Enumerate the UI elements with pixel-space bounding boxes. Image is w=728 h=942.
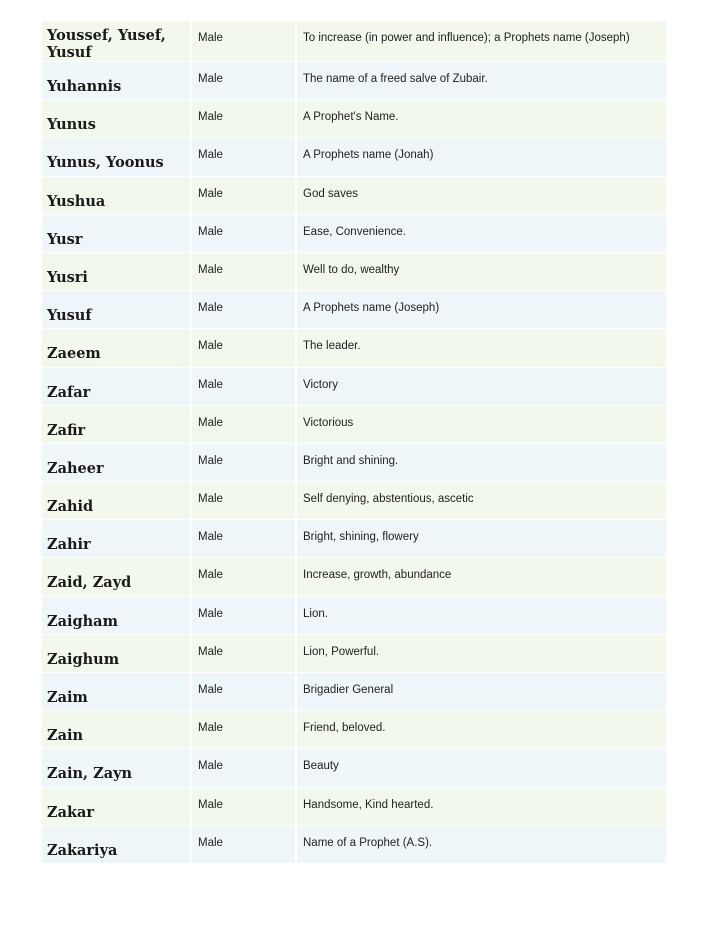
- meaning-cell: Increase, growth, abundance: [296, 558, 667, 596]
- table-row: [42, 21, 667, 62]
- name-cell: Zain: [42, 711, 191, 749]
- table-row: [42, 62, 667, 100]
- name-cell: Yuhannis: [42, 62, 191, 100]
- table-row: [42, 405, 667, 443]
- name-cell: Zaighum: [42, 634, 191, 672]
- meaning-cell: Well to do, wealthy: [296, 252, 667, 290]
- name-cell: Zaheer: [42, 443, 191, 481]
- name-cell: Yunus: [42, 100, 191, 138]
- table-row: [42, 711, 667, 749]
- name-cell: Zain, Zayn: [42, 749, 191, 787]
- gender-cell: Male: [191, 520, 296, 558]
- name-cell: Zaigham: [42, 596, 191, 634]
- name-cell: Zahid: [42, 482, 191, 520]
- gender-cell: Male: [191, 787, 296, 825]
- meaning-cell: Bright and shining.: [296, 443, 667, 481]
- name-cell: Youssef, Yusef, Yusuf: [42, 21, 191, 62]
- gender-cell: Male: [191, 558, 296, 596]
- table-row: [42, 291, 667, 329]
- gender-cell: Male: [191, 21, 296, 62]
- meaning-cell: Handsome, Kind hearted.: [296, 787, 667, 825]
- meaning-cell: Ease, Convenience.: [296, 214, 667, 252]
- name-cell: Zafir: [42, 405, 191, 443]
- meaning-cell: The name of a freed salve of Zubair.: [296, 62, 667, 100]
- name-cell: Yushua: [42, 176, 191, 214]
- meaning-cell: Brigadier General: [296, 673, 667, 711]
- gender-cell: Male: [191, 291, 296, 329]
- gender-cell: Male: [191, 673, 296, 711]
- table-row: [42, 482, 667, 520]
- gender-cell: Male: [191, 443, 296, 481]
- gender-cell: Male: [191, 138, 296, 176]
- table-row: [42, 329, 667, 367]
- meaning-cell: Bright, shining, flowery: [296, 520, 667, 558]
- table-row: [42, 252, 667, 290]
- gender-cell: Male: [191, 252, 296, 290]
- name-cell: Zaim: [42, 673, 191, 711]
- table-row: [42, 367, 667, 405]
- meaning-cell: A Prophets name (Jonah): [296, 138, 667, 176]
- name-cell: Yusuf: [42, 291, 191, 329]
- meaning-cell: Self denying, abstentious, ascetic: [296, 482, 667, 520]
- gender-cell: Male: [191, 596, 296, 634]
- gender-cell: Male: [191, 749, 296, 787]
- name-cell: Zafar: [42, 367, 191, 405]
- meaning-cell: A Prophets name (Joseph): [296, 291, 667, 329]
- gender-cell: Male: [191, 329, 296, 367]
- meaning-cell: God saves: [296, 176, 667, 214]
- meaning-cell: Victorious: [296, 405, 667, 443]
- name-cell: Zakar: [42, 787, 191, 825]
- meaning-cell: Name of a Prophet (A.S).: [296, 825, 667, 863]
- gender-cell: Male: [191, 214, 296, 252]
- gender-cell: Male: [191, 176, 296, 214]
- name-cell: Yunus, Yoonus: [42, 138, 191, 176]
- table-row: [42, 673, 667, 711]
- table-row: [42, 558, 667, 596]
- table-row: [42, 825, 667, 863]
- gender-cell: Male: [191, 100, 296, 138]
- meaning-cell: Lion, Powerful.: [296, 634, 667, 672]
- table-row: [42, 787, 667, 825]
- name-cell: Zaeem: [42, 329, 191, 367]
- gender-cell: Male: [191, 825, 296, 863]
- gender-cell: Male: [191, 62, 296, 100]
- name-cell: Yusr: [42, 214, 191, 252]
- meaning-cell: The leader.: [296, 329, 667, 367]
- meaning-cell: Lion.: [296, 596, 667, 634]
- meaning-cell: Victory: [296, 367, 667, 405]
- gender-cell: Male: [191, 711, 296, 749]
- table-row: [42, 100, 667, 138]
- table-row: [42, 596, 667, 634]
- meaning-cell: Friend, beloved.: [296, 711, 667, 749]
- table-row: [42, 138, 667, 176]
- names-table-body: [42, 21, 667, 864]
- gender-cell: Male: [191, 634, 296, 672]
- name-cell: Zaid, Zayd: [42, 558, 191, 596]
- name-cell: Yusri: [42, 252, 191, 290]
- gender-cell: Male: [191, 482, 296, 520]
- table-row: [42, 214, 667, 252]
- table-row: [42, 443, 667, 481]
- table-row: [42, 634, 667, 672]
- name-cell: Zahir: [42, 520, 191, 558]
- meaning-cell: To increase (in power and influence); a Prophets name (Joseph): [296, 21, 667, 62]
- names-table: [42, 20, 668, 863]
- gender-cell: Male: [191, 367, 296, 405]
- gender-cell: Male: [191, 405, 296, 443]
- table-row: [42, 176, 667, 214]
- table-row: [42, 749, 667, 787]
- meaning-cell: A Prophet's Name.: [296, 100, 667, 138]
- meaning-cell: Beauty: [296, 749, 667, 787]
- name-cell: Zakariya: [42, 825, 191, 863]
- table-row: [42, 520, 667, 558]
